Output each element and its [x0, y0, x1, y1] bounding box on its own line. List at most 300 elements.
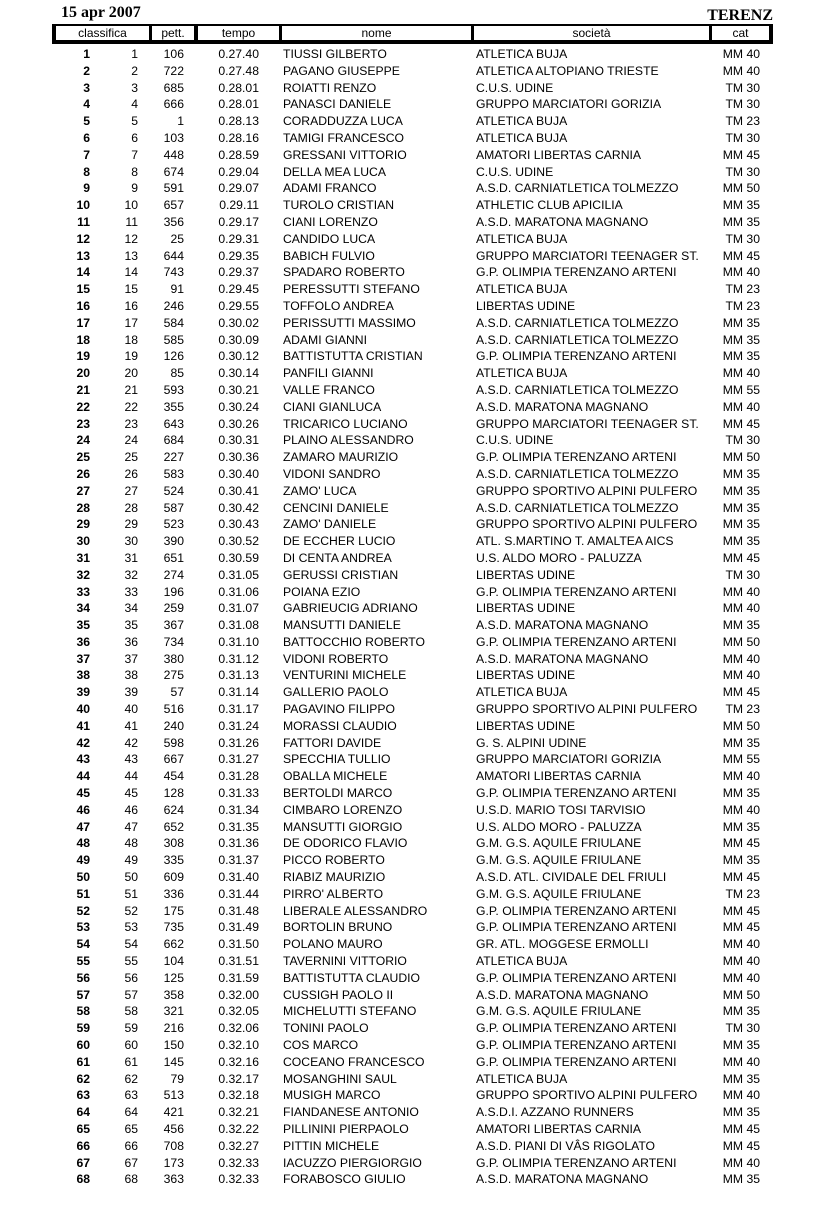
table-row	[0, 869, 827, 886]
club-cell: U.S. ALDO MORO - PALUZZA	[476, 819, 642, 834]
name-cell: ADAMI FRANCO	[283, 181, 377, 196]
table-row	[0, 634, 827, 651]
position-cell: 15	[124, 282, 138, 297]
club-cell: G.P. OLIMPIA TERENZANO ARTENI	[476, 450, 677, 465]
category-cell: TM 30	[725, 80, 760, 95]
position-cell: 16	[124, 298, 138, 313]
time-cell: 0.28.01	[218, 97, 259, 112]
time-cell: 0.31.10	[218, 634, 259, 649]
position-cell: 48	[124, 836, 138, 851]
club-cell: G.P. OLIMPIA TERENZANO ARTENI	[476, 1021, 677, 1036]
rank-cell: 59	[76, 1021, 90, 1036]
name-cell: BATTISTUTTA CRISTIAN	[283, 349, 423, 364]
table-row	[0, 500, 827, 517]
name-cell: DELLA MEA LUCA	[283, 164, 386, 179]
name-cell: TUROLO CRISTIAN	[283, 198, 395, 213]
category-cell: MM 40	[722, 954, 760, 969]
time-cell: 0.28.13	[218, 114, 259, 129]
rank-cell: 2	[83, 63, 90, 78]
time-cell: 0.31.14	[218, 685, 259, 700]
category-cell: MM 40	[722, 366, 760, 381]
bib-cell: 363	[163, 1172, 184, 1187]
club-cell: G.M. G.S. AQUILE FRIULANE	[476, 836, 642, 851]
rank-cell: 44	[76, 769, 90, 784]
club-cell: A.S.D. MARATONA MAGNANO	[476, 987, 649, 1002]
club-cell: LIBERTAS UDINE	[476, 567, 576, 582]
rank-cell: 67	[76, 1155, 90, 1170]
time-cell: 0.32.33	[218, 1172, 259, 1187]
table-row	[0, 1020, 827, 1037]
table-row	[0, 197, 827, 214]
table-row	[0, 80, 827, 97]
category-cell: MM 40	[722, 47, 760, 61]
rank-cell: 25	[76, 450, 90, 465]
table-row	[0, 315, 827, 332]
name-cell: FATTORI DAVIDE	[283, 735, 382, 750]
table-row	[0, 802, 827, 819]
category-cell: MM 55	[722, 382, 760, 397]
time-cell: 0.30.40	[218, 466, 259, 481]
category-cell: MM 45	[722, 685, 760, 700]
club-cell: G.P. OLIMPIA TERENZANO ARTENI	[476, 1155, 677, 1170]
position-cell: 43	[124, 752, 138, 767]
table-row	[0, 785, 827, 802]
position-cell: 19	[124, 349, 138, 364]
bib-cell: 25	[170, 231, 184, 246]
position-cell: 52	[124, 903, 138, 918]
rank-cell: 19	[76, 349, 90, 364]
time-cell: 0.30.43	[218, 517, 259, 532]
time-cell: 0.32.33	[218, 1155, 259, 1170]
bib-cell: 150	[163, 1038, 184, 1053]
bib-cell: 128	[163, 786, 184, 801]
time-cell: 0.29.04	[218, 164, 259, 179]
bib-cell: 524	[163, 483, 184, 498]
column-header-name: nome	[282, 26, 471, 40]
name-cell: TRICARICO LUCIANO	[283, 416, 408, 431]
table-row	[0, 567, 827, 584]
rank-cell: 11	[77, 214, 90, 229]
name-cell: CIMBARO LORENZO	[283, 802, 403, 817]
table-row	[0, 550, 827, 567]
bib-cell: 609	[163, 870, 184, 885]
position-cell: 6	[131, 130, 138, 145]
club-cell: A.S.D. CARNIATLETICA TOLMEZZO	[476, 181, 679, 196]
table-row	[0, 231, 827, 248]
category-cell: TM 23	[725, 886, 760, 901]
rank-cell: 36	[76, 634, 90, 649]
club-cell: A.S.D. PIANI DI VÂS RIGOLATO	[476, 1138, 656, 1153]
results-table	[0, 46, 827, 1188]
position-cell: 49	[124, 853, 138, 868]
name-cell: CANDIDO LUCA	[283, 231, 376, 246]
name-cell: IACUZZO PIERGIORGIO	[283, 1155, 422, 1170]
position-cell: 54	[124, 937, 138, 952]
club-cell: U.S. ALDO MORO - PALUZZA	[476, 550, 642, 565]
name-cell: FORABOSCO GIULIO	[283, 1172, 406, 1187]
time-cell: 0.32.21	[218, 1105, 259, 1120]
club-cell: A.S.D. MARATONA MAGNANO	[476, 214, 649, 229]
time-cell: 0.31.17	[218, 702, 259, 717]
bib-cell: 274	[163, 567, 184, 582]
table-row	[0, 113, 827, 130]
time-cell: 0.31.37	[218, 853, 259, 868]
rank-cell: 55	[76, 954, 90, 969]
category-cell: MM 35	[722, 315, 760, 330]
position-cell: 14	[124, 265, 138, 280]
table-row	[0, 1104, 827, 1121]
category-cell: MM 40	[722, 1155, 760, 1170]
position-cell: 22	[124, 399, 138, 414]
position-cell: 3	[131, 80, 138, 95]
bib-cell: 624	[163, 802, 184, 817]
bib-cell: 1	[177, 114, 184, 129]
table-row	[0, 1071, 827, 1088]
name-cell: ROIATTI RENZO	[283, 80, 377, 95]
time-cell: 0.29.07	[218, 181, 259, 196]
table-row	[0, 130, 827, 147]
position-cell: 38	[124, 668, 138, 683]
club-cell: AMATORI LIBERTAS CARNIA	[476, 769, 642, 784]
bib-cell: 516	[163, 702, 184, 717]
rank-cell: 50	[76, 870, 90, 885]
time-cell: 0.30.14	[218, 366, 259, 381]
table-row	[0, 1054, 827, 1071]
category-cell: MM 45	[722, 1138, 760, 1153]
bib-cell: 57	[170, 685, 184, 700]
club-cell: U.S.D. MARIO TOSI TARVISIO	[476, 802, 646, 817]
category-cell: MM 40	[722, 1054, 760, 1069]
club-cell: LIBERTAS UDINE	[476, 718, 576, 733]
table-row	[0, 63, 827, 80]
name-cell: GALLERIO PAOLO	[283, 685, 389, 700]
time-cell: 0.31.24	[218, 718, 259, 733]
bib-cell: 667	[163, 752, 184, 767]
rank-cell: 54	[76, 937, 90, 952]
category-cell: TM 30	[725, 231, 760, 246]
category-cell: MM 35	[722, 819, 760, 834]
position-cell: 28	[124, 500, 138, 515]
bib-cell: 240	[163, 718, 184, 733]
time-cell: 0.31.49	[218, 920, 259, 935]
club-cell: A.S.D. CARNIATLETICA TOLMEZZO	[476, 500, 679, 515]
rank-cell: 56	[76, 970, 90, 985]
bib-cell: 358	[163, 987, 184, 1002]
table-row	[0, 281, 827, 298]
name-cell: BERTOLDI MARCO	[283, 786, 393, 801]
position-cell: 2	[131, 63, 138, 78]
bib-cell: 743	[163, 265, 184, 280]
position-cell: 23	[124, 416, 138, 431]
table-row	[0, 399, 827, 416]
time-cell: 0.31.12	[218, 651, 259, 666]
table-row	[0, 365, 827, 382]
club-cell: ATLETICA BUJA	[476, 231, 568, 246]
table-row	[0, 248, 827, 265]
bib-cell: 367	[163, 618, 184, 633]
time-cell: 0.30.59	[218, 550, 259, 565]
position-cell: 41	[124, 718, 138, 733]
bib-cell: 275	[163, 668, 184, 683]
time-cell: 0.32.00	[218, 987, 259, 1002]
table-row	[0, 987, 827, 1004]
time-cell: 0.29.17	[218, 214, 259, 229]
club-cell: G.M. G.S. AQUILE FRIULANE	[476, 1004, 642, 1019]
club-cell: AMATORI LIBERTAS CARNIA	[476, 147, 642, 162]
time-cell: 0.31.05	[218, 567, 259, 582]
rank-cell: 20	[76, 366, 90, 381]
name-cell: ZAMO' LUCA	[283, 483, 357, 498]
name-cell: RIABIZ MAURIZIO	[283, 870, 386, 885]
bib-cell: 454	[163, 769, 184, 784]
position-cell: 10	[124, 198, 138, 213]
rank-cell: 28	[76, 500, 90, 515]
bib-cell: 421	[163, 1105, 184, 1120]
category-cell: MM 35	[722, 1004, 760, 1019]
name-cell: PLAINO ALESSANDRO	[283, 433, 414, 448]
rank-cell: 15	[76, 282, 90, 297]
category-cell: MM 45	[722, 147, 760, 162]
time-cell: 0.29.37	[218, 265, 259, 280]
column-header-cat: cat	[712, 26, 769, 40]
name-cell: POIANA EZIO	[283, 584, 361, 599]
category-cell: MM 35	[722, 786, 760, 801]
name-cell: GRESSANI VITTORIO	[283, 147, 407, 162]
category-cell: TM 23	[725, 298, 760, 313]
time-cell: 0.31.59	[218, 970, 259, 985]
name-cell: POLANO MAURO	[283, 937, 383, 952]
position-cell: 29	[124, 517, 138, 532]
table-row	[0, 600, 827, 617]
club-cell: G.P. OLIMPIA TERENZANO ARTENI	[476, 903, 677, 918]
bib-cell: 91	[170, 282, 184, 297]
bib-cell: 126	[163, 349, 184, 364]
category-cell: MM 35	[722, 466, 760, 481]
category-cell: TM 30	[725, 433, 760, 448]
table-row	[0, 819, 827, 836]
club-cell: GRUPPO MARCIATORI TEENAGER ST.	[476, 248, 699, 263]
club-cell: GRUPPO SPORTIVO ALPINI PULFERO	[476, 1088, 698, 1103]
club-cell: G.P. OLIMPIA TERENZANO ARTENI	[476, 1038, 677, 1053]
position-cell: 27	[124, 483, 138, 498]
name-cell: TAVERNINI VITTORIO	[283, 954, 407, 969]
table-row	[0, 651, 827, 668]
category-cell: MM 50	[722, 450, 760, 465]
club-cell: ATLETICA BUJA	[476, 954, 568, 969]
category-cell: MM 40	[722, 1088, 760, 1103]
name-cell: PERESSUTTI STEFANO	[283, 282, 420, 297]
club-cell: A.S.D. MARATONA MAGNANO	[476, 651, 649, 666]
bib-cell: 196	[163, 584, 184, 599]
table-row	[0, 348, 827, 365]
category-cell: MM 45	[722, 836, 760, 851]
document-title: TERENZ	[707, 7, 773, 24]
category-cell: MM 35	[722, 618, 760, 633]
time-cell: 0.28.01	[218, 80, 259, 95]
bib-cell: 587	[163, 500, 184, 515]
rank-cell: 31	[76, 550, 90, 565]
rank-cell: 13	[76, 248, 90, 263]
name-cell: PANASCI DANIELE	[283, 97, 392, 112]
rank-cell: 52	[76, 903, 90, 918]
position-cell: 18	[124, 332, 138, 347]
club-cell: GRUPPO MARCIATORI TEENAGER ST.	[476, 416, 699, 431]
time-cell: 0.31.26	[218, 735, 259, 750]
club-cell: GR. ATL. MOGGESE ERMOLLI	[476, 937, 649, 952]
time-cell: 0.31.28	[218, 769, 259, 784]
rank-cell: 29	[76, 517, 90, 532]
time-cell: 0.31.08	[218, 618, 259, 633]
position-cell: 17	[124, 315, 138, 330]
category-cell: MM 35	[722, 332, 760, 347]
bib-cell: 390	[163, 534, 184, 549]
rank-cell: 58	[76, 1004, 90, 1019]
rank-cell: 23	[76, 416, 90, 431]
time-cell: 0.31.13	[218, 668, 259, 683]
category-cell: MM 35	[722, 349, 760, 364]
table-row	[0, 264, 827, 281]
rank-cell: 43	[76, 752, 90, 767]
rank-cell: 14	[76, 265, 90, 280]
category-cell: MM 35	[722, 500, 760, 515]
time-cell: 0.31.36	[218, 836, 259, 851]
table-row	[0, 852, 827, 869]
club-cell: A.S.D. MARATONA MAGNANO	[476, 399, 649, 414]
rank-cell: 18	[76, 332, 90, 347]
table-row	[0, 1155, 827, 1172]
table-row	[0, 835, 827, 852]
table-row	[0, 466, 827, 483]
time-cell: 0.30.52	[218, 534, 259, 549]
time-cell: 0.31.07	[218, 601, 259, 616]
time-cell: 0.32.27	[218, 1138, 259, 1153]
club-cell: GRUPPO SPORTIVO ALPINI PULFERO	[476, 702, 698, 717]
column-header-club: società	[474, 26, 709, 40]
rank-cell: 9	[83, 181, 90, 196]
rank-cell: 27	[76, 483, 90, 498]
club-cell: A.S.D. CARNIATLETICA TOLMEZZO	[476, 315, 679, 330]
position-cell: 5	[131, 114, 138, 129]
category-cell: TM 23	[725, 282, 760, 297]
club-cell: A.S.D. MARATONA MAGNANO	[476, 1172, 649, 1187]
bib-cell: 321	[163, 1004, 184, 1019]
table-header	[52, 24, 773, 44]
bib-cell: 583	[163, 466, 184, 481]
time-cell: 0.27.40	[218, 47, 259, 61]
club-cell: G.P. OLIMPIA TERENZANO ARTENI	[476, 970, 677, 985]
name-cell: PITTIN MICHELE	[283, 1138, 380, 1153]
category-cell: MM 35	[722, 534, 760, 549]
club-cell: A.S.D. CARNIATLETICA TOLMEZZO	[476, 466, 679, 481]
bib-cell: 355	[163, 399, 184, 414]
category-cell: MM 35	[722, 1038, 760, 1053]
time-cell: 0.28.59	[218, 147, 259, 162]
time-cell: 0.30.24	[218, 399, 259, 414]
bib-cell: 651	[163, 550, 184, 565]
bib-cell: 145	[163, 1054, 184, 1069]
position-cell: 68	[124, 1172, 138, 1187]
position-cell: 36	[124, 634, 138, 649]
name-cell: COCEANO FRANCESCO	[283, 1054, 425, 1069]
position-cell: 34	[124, 601, 138, 616]
rank-cell: 63	[76, 1088, 90, 1103]
category-cell: MM 35	[722, 483, 760, 498]
position-cell: 42	[124, 735, 138, 750]
name-cell: CUSSIGH PAOLO II	[283, 987, 394, 1002]
rank-cell: 38	[76, 668, 90, 683]
position-cell: 33	[124, 584, 138, 599]
category-cell: MM 35	[722, 198, 760, 213]
category-cell: MM 40	[722, 802, 760, 817]
bib-cell: 666	[163, 97, 184, 112]
time-cell: 0.31.48	[218, 903, 259, 918]
club-cell: GRUPPO MARCIATORI GORIZIA	[476, 752, 662, 767]
bib-cell: 103	[163, 130, 184, 145]
club-cell: GRUPPO MARCIATORI GORIZIA	[476, 97, 662, 112]
category-cell: MM 45	[722, 903, 760, 918]
category-cell: MM 40	[722, 769, 760, 784]
category-cell: MM 35	[722, 1071, 760, 1086]
category-cell: MM 45	[722, 416, 760, 431]
time-cell: 0.30.02	[218, 315, 259, 330]
bib-cell: 448	[163, 147, 184, 162]
rank-cell: 49	[76, 853, 90, 868]
time-cell: 0.31.44	[218, 886, 259, 901]
table-row	[0, 1121, 827, 1138]
table-row	[0, 735, 827, 752]
club-cell: ATLETICA ALTOPIANO TRIESTE	[476, 63, 659, 78]
rank-cell: 40	[76, 702, 90, 717]
time-cell: 0.31.27	[218, 752, 259, 767]
position-cell: 55	[124, 954, 138, 969]
category-cell: MM 50	[722, 634, 760, 649]
name-cell: PANFILI GIANNI	[283, 366, 374, 381]
category-cell: MM 50	[722, 181, 760, 196]
category-cell: MM 35	[722, 853, 760, 868]
rank-cell: 4	[83, 97, 90, 112]
name-cell: GERUSSI CRISTIAN	[283, 567, 399, 582]
position-cell: 65	[124, 1122, 138, 1136]
position-cell: 37	[124, 651, 138, 666]
time-cell: 0.29.11	[219, 198, 259, 213]
club-cell: A.S.D. MARATONA MAGNANO	[476, 618, 649, 633]
name-cell: FIANDANESE ANTONIO	[283, 1105, 419, 1120]
rank-cell: 41	[76, 718, 90, 733]
bib-cell: 685	[163, 80, 184, 95]
bib-cell: 708	[163, 1138, 184, 1153]
category-cell: TM 30	[725, 130, 760, 145]
time-cell: 0.32.05	[218, 1004, 259, 1019]
bib-cell: 584	[163, 315, 184, 330]
time-cell: 0.28.16	[218, 130, 259, 145]
bib-cell: 513	[163, 1088, 184, 1103]
club-cell: A.S.D. CARNIATLETICA TOLMEZZO	[476, 332, 679, 347]
rank-cell: 47	[76, 819, 90, 834]
name-cell: PERISSUTTI MASSIMO	[283, 315, 416, 330]
category-cell: MM 40	[722, 651, 760, 666]
rank-cell: 32	[76, 567, 90, 582]
table-row	[0, 516, 827, 533]
time-cell: 0.31.40	[218, 870, 259, 885]
club-cell: G.M. G.S. AQUILE FRIULANE	[476, 853, 642, 868]
column-header-time: tempo	[198, 26, 279, 40]
time-cell: 0.32.18	[218, 1088, 259, 1103]
club-cell: ATL. S.MARTINO T. AMALTEA AICS	[476, 534, 674, 549]
bib-cell: 657	[163, 198, 184, 213]
table-row	[0, 936, 827, 953]
rank-cell: 64	[76, 1105, 90, 1120]
time-cell: 0.29.31	[218, 231, 259, 246]
